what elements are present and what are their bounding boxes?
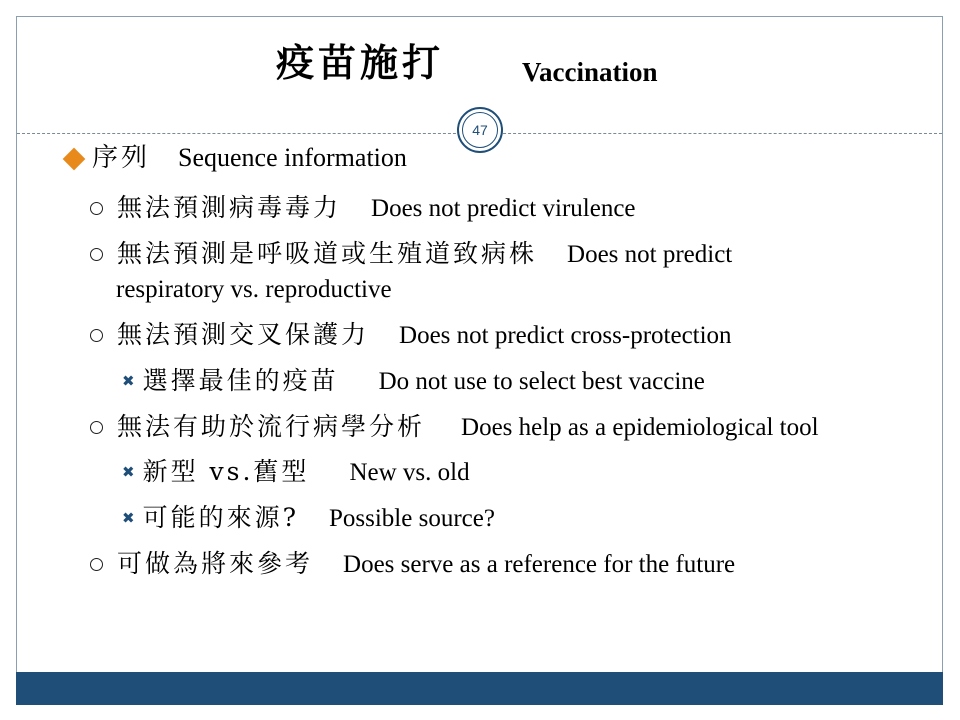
item-chinese: 可做為將來參考 [117, 549, 314, 578]
list-item [90, 241, 732, 267]
x-star-icon: ✖ [122, 371, 135, 390]
item-english: New vs. old [349, 459, 470, 486]
sub-list-item [122, 505, 495, 531]
item-chinese: 無法預測交叉保護力 [117, 320, 370, 349]
diamond-icon [63, 147, 86, 170]
footer-bar [16, 672, 943, 705]
heading-chinese: 序列 [92, 143, 151, 173]
hollow-circle-icon [90, 202, 103, 215]
slide-title-english: Vaccination [522, 57, 658, 87]
item-english: Do not use to select best vaccine [378, 368, 705, 395]
hollow-circle-icon [90, 558, 103, 571]
item-chinese: 可能的來源? [142, 503, 299, 532]
hollow-circle-icon [90, 329, 103, 342]
item-english: Possible source? [328, 505, 495, 532]
list-item [90, 322, 732, 348]
item-chinese: 無法預測病毒毒力 [117, 193, 342, 222]
item-chinese: 無法有助於流行病學分析 [117, 412, 426, 441]
item-english: Does help as a epidemiological tool [461, 414, 819, 441]
heading-english: Sequence information [178, 143, 407, 172]
item-english: Does not predict [567, 241, 733, 268]
item-chinese: 無法預測是呼吸道或生殖道致病株 [117, 239, 538, 268]
page-number-badge [457, 107, 503, 153]
sub-list-item [122, 459, 470, 485]
item-english: Does not predict cross-protection [399, 322, 732, 349]
list-item [90, 195, 636, 221]
x-star-icon: ✖ [122, 462, 135, 481]
list-item [90, 414, 819, 440]
list-item [90, 551, 735, 577]
heading-sequence [62, 145, 407, 171]
item-english: Does serve as a reference for the future [343, 551, 736, 578]
item-english: Does not predict virulence [371, 195, 636, 222]
slide-title-chinese: 疫苗施打 [276, 40, 445, 85]
hollow-circle-icon [90, 421, 103, 434]
item-english-continuation: respiratory vs. reproductive [116, 276, 392, 303]
x-star-icon: ✖ [122, 508, 135, 527]
item-chinese: 選擇最佳的疫苗 [142, 366, 339, 395]
sub-list-item [122, 368, 705, 394]
hollow-circle-icon [90, 248, 103, 261]
item-chinese: 新型 vs.舊型 [142, 457, 310, 486]
page-number: 47 [462, 112, 498, 148]
